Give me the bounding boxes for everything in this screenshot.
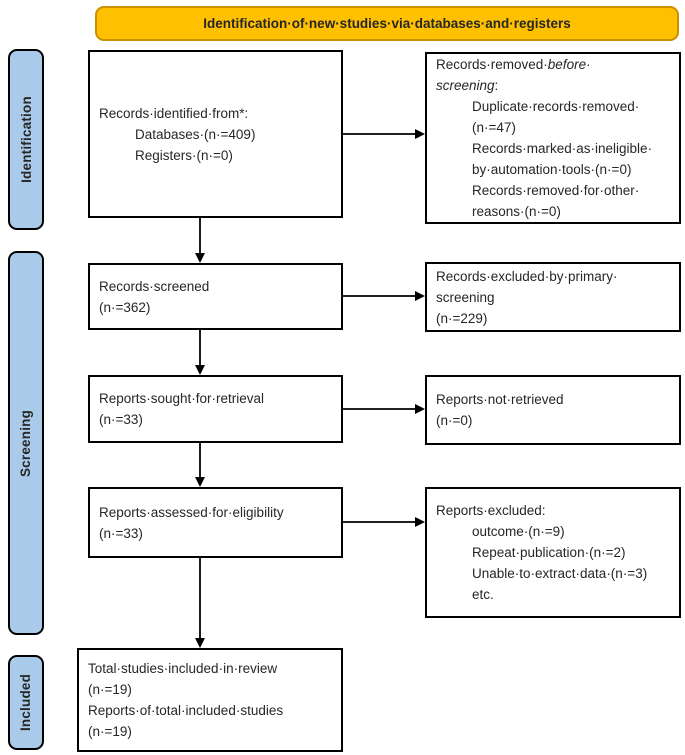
box-reports-sought-retrieval [88, 375, 343, 443]
box-line: Records·screened [99, 278, 210, 294]
box-line: outcome·(n·=9) [472, 524, 565, 539]
stage-included-label: Included [18, 673, 34, 732]
box-line: Unable·to·extract·data·(n·=3) [472, 566, 648, 581]
box-line: Reports·not·retrieved [436, 392, 564, 407]
banner [95, 6, 679, 41]
box-line: Registers·(n·=0) [135, 147, 233, 163]
arrow-sought-to-assessed [195, 443, 205, 487]
box-total-included [77, 648, 343, 752]
stage-included [8, 655, 44, 750]
box-records-identified [88, 50, 343, 218]
arrow-screened-to-excluded [343, 291, 425, 301]
box-line: screening [436, 289, 495, 305]
box-records-removed-before-screening [425, 52, 681, 224]
box-line: (n·=0) [436, 413, 473, 428]
box-line: Reports·excluded: [436, 503, 546, 518]
arrow-assessed-to-included [195, 558, 205, 648]
banner-label: Identification·of·new·studies·via·databases·and·registers [203, 16, 571, 31]
box-line: screening: [436, 78, 499, 93]
box-line: Duplicate·records·removed· [472, 99, 640, 114]
box-reports-excluded [425, 487, 681, 618]
stage-screening [8, 251, 44, 635]
box-line: (n·=19) [88, 682, 132, 697]
box-line: (n·=47) [472, 120, 516, 135]
stage-identification [8, 49, 44, 230]
arrow-sought-to-not-retrieved [343, 404, 425, 414]
box-line: Total·studies·included·in·review [88, 661, 278, 676]
arrow-identified-to-screened [195, 218, 205, 263]
box-line: Records·marked·as·ineligible· [472, 141, 653, 156]
box-reports-not-retrieved [425, 375, 681, 445]
box-line: by·automation·tools·(n·=0) [472, 162, 632, 177]
box-line: Records·removed·for·other· [472, 183, 640, 198]
box-line: Records·identified·from*: [99, 105, 249, 121]
stage-identification-label: Identification [18, 96, 34, 183]
box-line: (n·=33) [99, 412, 143, 427]
stage-screening-label: Screening [18, 409, 34, 477]
box-line: Reports·sought·for·retrieval [99, 391, 265, 406]
box-line: etc. [472, 587, 494, 602]
arrow-identified-to-removed [343, 129, 425, 139]
arrow-screened-to-sought [195, 330, 205, 375]
box-line: Repeat·publication·(n·=2) [472, 545, 626, 560]
box-line: (n·=229) [436, 310, 488, 326]
box-records-excluded-primary-screening [425, 262, 681, 332]
box-line: Reports·assessed·for·eligibility [99, 504, 284, 520]
box-reports-assessed-eligibility [88, 487, 343, 558]
box-line: (n·=33) [99, 525, 143, 541]
box-line: Records·removed·before· [436, 57, 591, 72]
box-line: Databases·(n·=409) [135, 126, 256, 142]
box-line: Records·excluded·by·primary· [436, 268, 618, 284]
box-line: reasons·(n·=0) [472, 204, 561, 219]
box-line: (n·=362) [99, 299, 151, 315]
box-line: (n·=19) [88, 724, 132, 739]
box-line: Reports·of·total·included·studies [88, 703, 284, 718]
arrow-assessed-to-reports-excluded [343, 517, 425, 527]
box-records-screened [88, 263, 343, 330]
